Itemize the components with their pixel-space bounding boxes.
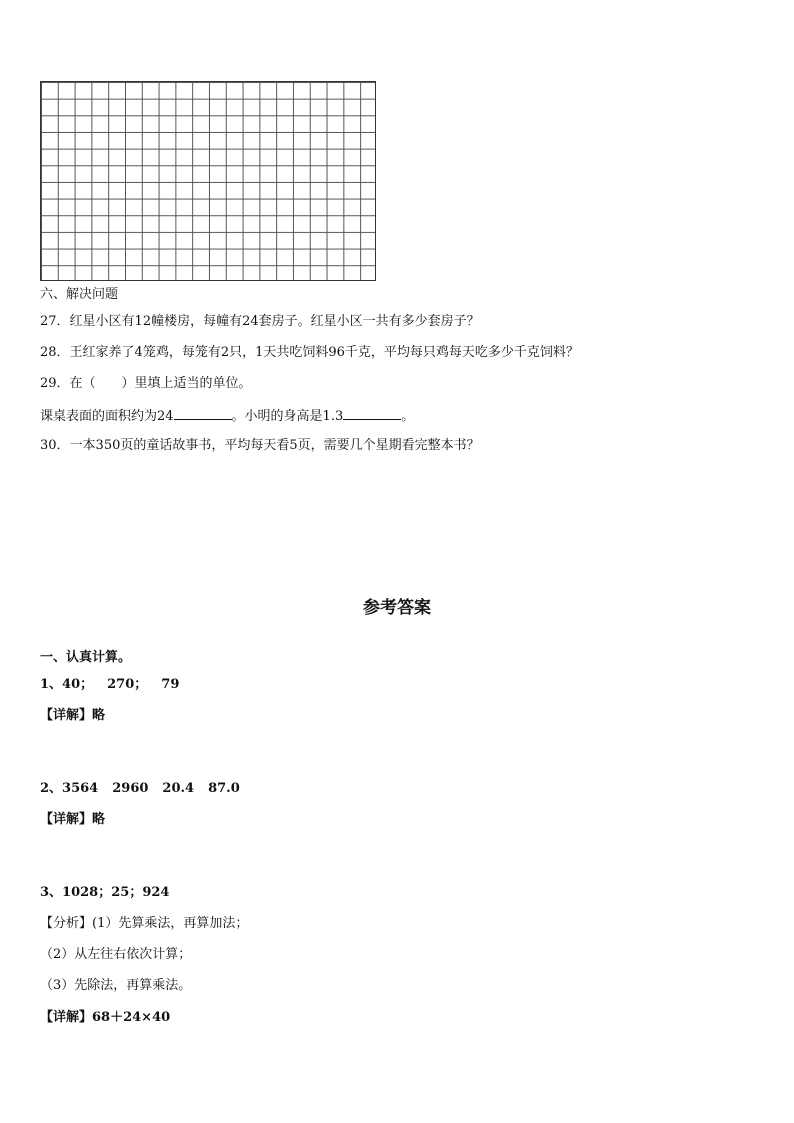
answer-1-detail: 【详解】略 (40, 708, 106, 723)
answer-3-detail: 【详解】68＋24×40 (40, 1010, 171, 1025)
answer-1 (40, 677, 179, 693)
writing-grid (40, 81, 376, 281)
question-29: 29．在（ ）里填上适当的单位。 (40, 376, 252, 391)
fill-blank-1 (174, 407, 232, 420)
answer-title: 参考答案 (363, 598, 431, 618)
section-heading-problems: 六、解决问题 (40, 287, 119, 302)
question-28: 28．王红家养了4笼鸡，每笼有2只，1天共吃饲料96千克，平均每只鸡每天吃多少千克饲料？ (40, 345, 579, 360)
answer-3: 3、1028；25；924 (40, 885, 170, 900)
fill-blank-2 (343, 407, 401, 420)
answer-2 (40, 781, 240, 797)
answer-2-detail: 【详解】略 (40, 812, 106, 827)
answer-1-value-1: 1、40； (40, 677, 94, 692)
question-27: 27．红星小区有12幢楼房，每幢有24套房子。红星小区一共有多少套房子？ (40, 314, 480, 329)
answer-2-value-1: 2、3564 (40, 781, 99, 796)
answer-3-analysis-2: （2）从左往右依次计算； (40, 947, 192, 962)
answer-2-value-4: 87.0 (208, 781, 240, 796)
question-30: 30．一本350页的童话故事书，平均每天看5页，需要几个星期看完整本书？ (40, 438, 480, 453)
q29-text-1: 课桌表面的面积约为24 (40, 409, 174, 424)
answer-2-value-2: 2960 (112, 781, 149, 796)
question-29-fill (40, 407, 414, 425)
answer-2-value-3: 20.4 (162, 781, 195, 796)
q29-text-3: 。 (401, 409, 415, 424)
answer-1-value-2: 270； (107, 677, 148, 692)
answer-3-analysis-1: 【分析】(1）先算乘法，再算加法； (40, 916, 249, 931)
answer-3-analysis-3: （3）先除法，再算乘法。 (40, 978, 192, 993)
answer-1-value-3: 79 (161, 677, 180, 692)
q29-text-2: 。小明的身高是1.3 (231, 409, 344, 424)
answers-section-heading: 一、认真计算。 (40, 650, 132, 665)
